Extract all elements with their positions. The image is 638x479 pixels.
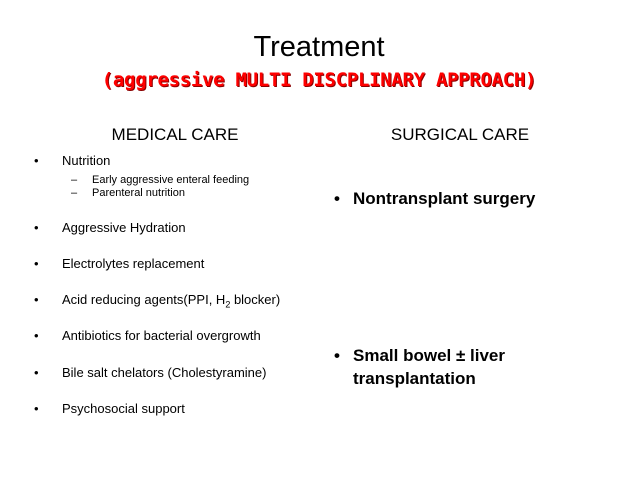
slide-subtitle: [0, 67, 638, 93]
bullet: •: [34, 365, 39, 380]
dash: –: [71, 187, 78, 199]
bullet: •: [334, 189, 340, 208]
dash: –: [71, 174, 78, 186]
list-item-hydration: Aggressive Hydration: [62, 220, 186, 235]
bullet: •: [34, 220, 39, 235]
medical-care-heading: MEDICAL CARE: [111, 125, 239, 144]
list-item-nutrition: Nutrition: [62, 153, 111, 168]
bullet: •: [34, 401, 39, 416]
sub-item-parenteral-nutrition: Parenteral nutrition: [92, 187, 185, 199]
list-item-nontransplant-surgery: Nontransplant surgery: [353, 189, 536, 208]
acid-text-after: blocker): [230, 292, 281, 307]
list-item-psychosocial: Psychosocial support: [62, 401, 185, 416]
subtitle-text: (aggressive MULTI DISCPLINARY APPROACH): [101, 69, 537, 91]
list-item-electrolytes: Electrolytes replacement: [62, 256, 205, 271]
surgical-care-heading: SURGICAL CARE: [390, 125, 530, 144]
acid-text-before: Acid reducing agents(PPI, H: [62, 292, 226, 307]
list-item-acid-reducing: [62, 292, 280, 313]
bullet: •: [34, 328, 39, 343]
bullet: •: [34, 153, 39, 168]
sub-item-enteral-feeding: Early aggressive enteral feeding: [92, 174, 250, 186]
bullet: •: [34, 292, 39, 307]
list-item-small-bowel-line1: Small bowel ± liver: [353, 346, 505, 365]
bullet: •: [334, 346, 340, 365]
list-item-small-bowel-line2: transplantation: [353, 369, 476, 388]
bullet: •: [34, 256, 39, 271]
slide-title: Treatment: [253, 31, 385, 63]
acid-subscript: 2: [225, 299, 231, 310]
list-item-antibiotics: Antibiotics for bacterial overgrowth: [62, 328, 261, 343]
list-item-bile-salt: Bile salt chelators (Cholestyramine): [62, 365, 267, 380]
